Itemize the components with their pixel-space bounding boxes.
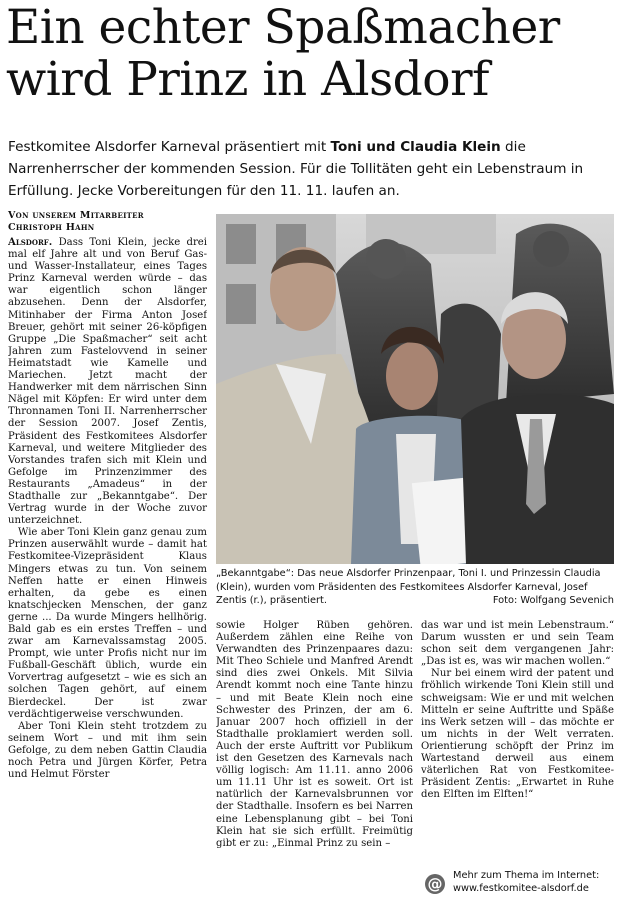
article-photo xyxy=(216,214,614,564)
paragraph-1-text: Dass Toni Klein, jecke drei mal elf Jahre alt und von Beruf Gas- und Wasser-Installateur, eines Tages Prinz Karneval werden würde – das war eigentlich schon länger abzusehen. Denn der Alsdorfer, Mitinhaber der Firma Anton Josef Breuer, gehört mit seiner 26-köpfigen Gruppe „Die Spaßmacher“ seit acht Jahren zum Fastelovvend in seiner Heimatstadt wie Kamelle und Mariechen. Jetzt macht der Handwerker mit dem närrischen Sinn Nägel mit Köpfen: Er wird unter dem Thronnamen Toni II. Narrenherrscher der Session 2007. Josef Zentis, Präsident des Festkomitees Alsdorfer Karneval, und weitere Mitglieder des Vorstandes trafen sich mit Klein und Gefolge im Prinzenzimmer des Restaurants „Amadeus“ in der Stadthalle zur „Bekanntgabe“. Der Vertrag wurde in der Woche zuvor unterzeichnet. xyxy=(8,237,207,527)
subheadline xyxy=(8,136,612,202)
subhead-part-1: Festkomitee Alsdorfer Karneval präsentiert mit xyxy=(8,139,331,155)
column-3-paragraph-2: Nur bei einem wird der patent und fröhlich wirkende Toni Klein still und schweigsam: Wie er und mit welchen Mitteln er seine Auftritte und Späße ins Werk setzen will – das möchte er um nichts in der Welt verraten. Orientierung schöpft der Prinz im Wartestand derweil aus einem väterlichen Rat von Festkomitee-Präsident Zentis: „Erwartet in Ruhe den Elften im Elften!“ xyxy=(421,668,614,801)
paragraph-3: Aber Toni Klein steht trotzdem zu seinem Wort – und mit ihm sein Gefolge, zu dem neben Gattin Claudia noch Petra und Jürgen Körfer, Petra und Helmut Förster xyxy=(8,720,207,781)
article-column-2 xyxy=(216,620,413,898)
at-sign-icon: @ xyxy=(425,874,445,894)
byline xyxy=(8,210,208,234)
more-info-text xyxy=(453,869,618,895)
dateline: Alsdorf. xyxy=(8,237,53,248)
photo-illustration xyxy=(216,214,614,564)
paragraph-1 xyxy=(8,237,207,527)
headline: Ein echter Spaßmacher wird Prinz in Alsdorf xyxy=(6,0,560,107)
byline-author: Christoph Hahn xyxy=(8,222,95,233)
more-info-label: Mehr zum Thema im Internet: xyxy=(453,870,600,881)
byline-role: Von unserem Mitarbeiter xyxy=(8,210,144,221)
column-3-paragraph-1: das war und ist mein Lebenstraum.“ Darum wussten er und sein Team schon seit dem vergangenen Jahr: „Das ist es, was wir machen wollen.“ xyxy=(421,620,614,668)
paragraph-2: Wie aber Toni Klein ganz genau zum Prinzen auserwählt wurde – damit hat Festkomitee-Vizepräsident Klaus Mingers etwas zu tun. Von seinem Neffen hatte er einen Hinweis erhalten, da gebe es einen knatschjecken Menschen, der ganz gerne ... Da wurde Mingers hellhörig. Bald gab es ein erstes Treffen – und zwar am Karnevalssamstag 2005. Prompt, wie unter Profis nicht nur im Fußball-Geschäft üblich, wurde ein Vorvertrag aufgesetzt – wie es sich an solchen Tagen gehört, auf einem Bierdeckel. Der ist zwar verdächtigerweise verschwunden. xyxy=(8,527,207,720)
article-column-1 xyxy=(8,237,207,897)
article-column-3 xyxy=(421,620,614,860)
subhead-names: Toni und Claudia Klein xyxy=(330,139,501,155)
more-info-url[interactable]: www.festkomitee-alsdorf.de xyxy=(453,883,589,894)
more-info-box xyxy=(421,864,614,898)
subhead-part-2: die Narrenherrscher der kommenden Session. Für die Tollitäten geht ein Lebenstraum in Erfüllung. Jecke Vorbereitungen für den 11. 11. laufen an. xyxy=(8,139,584,199)
photo-caption xyxy=(216,567,614,608)
column-2-text: sowie Holger Rüben gehören. Außerdem zählen eine Reihe von Verwandten des Prinzenpaares dazu: Mit Theo Schiele und Manfred Arendt sind dies zwei Onkels. Mit Silvia Arendt kommt noch eine Tante hinzu – und mit Beate Klein noch eine Schwester des Prinzen, der am 6. Januar 2007 hoch offiziell in der Stadthalle proklamiert werden soll. Auch der erste Auftritt vor Publikum ist den Gesetzen des Karnevals nach völlig logisch: Am 11.11. anno 2006 um 11.11 Uhr ist es soweit. Ort ist natürlich der Karnevalsbrunnen vor der Stadthalle. Insofern es bei Narren eine Lebensplanung gibt – bei Toni Klein hat sie sich erfüllt. Freimütig gibt er zu: „Einmal Prinz zu sein – xyxy=(216,620,413,849)
caption-text: „Bekanntgabe“: Das neue Alsdorfer Prinzenpaar, Toni I. und Prinzessin Claudia (Klein), wurden vom Präsidenten des Festkomitees Alsdorfer Karneval, Josef Zentis (r.), präsentiert. xyxy=(216,568,601,606)
photo-credit: Foto: Wolfgang Sevenich xyxy=(492,595,614,606)
